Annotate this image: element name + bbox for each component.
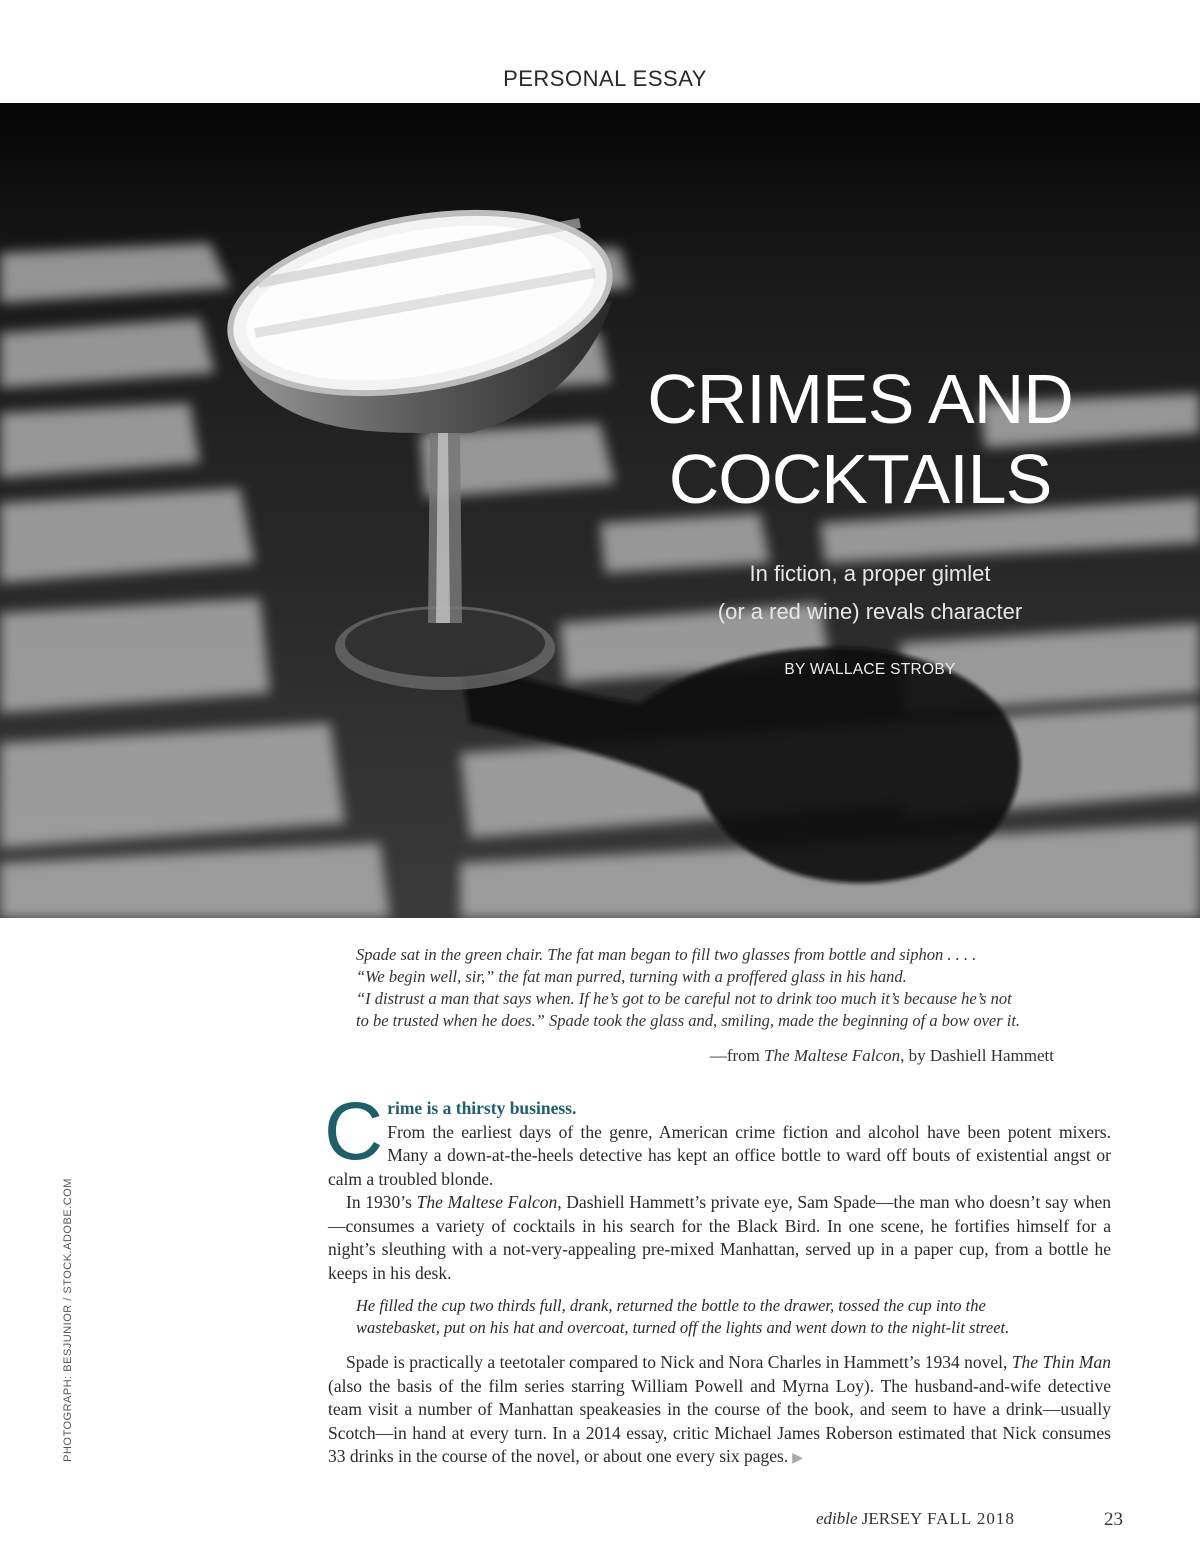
publication-rest: JERSEY — [857, 1509, 923, 1528]
page-number: 23 — [1104, 1509, 1123, 1530]
hero-photo — [0, 103, 1200, 918]
drop-cap: C — [324, 1086, 384, 1177]
issue-label: FALL 2018 — [927, 1509, 1015, 1528]
epigraph-line: Spade sat in the green chair. The fat man began to fill two glasses from bottle and siphon . . . . — [356, 945, 977, 964]
attribution-prefix: —from — [709, 1046, 765, 1065]
block-quote-line: He filled the cup two thirds full, drank, returned the bottle to the drawer, tossed the cup into the — [356, 1296, 986, 1315]
block-quote — [356, 1295, 1096, 1339]
attribution-title: The Maltese Falcon — [764, 1046, 901, 1065]
page-footer — [816, 1509, 1136, 1533]
publication-italic: edible — [816, 1509, 858, 1528]
p2-rest: , Dashiell Hammett’s private eye, Sam Spade—the man who doesn’t say when—consumes a variety of cocktails in his search for the Black Bird. In one scene, he fortifies himself for a night’s sleuthing with a not-very-appealing pre-mixed Manhattan, served up in a paper cup, from a bottle he keeps in his desk. — [328, 1192, 1112, 1283]
epigraph-line: “I distrust a man that says when. If he’s got to be careful not to drink too much it’s because he’s not — [356, 989, 1012, 1008]
dek-line-1: In fiction, a proper gimlet — [749, 561, 991, 586]
publication-name — [816, 1509, 922, 1529]
epigraph — [356, 944, 1116, 1032]
lede: rime is a thirsty business. — [387, 1098, 577, 1118]
continue-arrow-icon: ▶ — [792, 1451, 804, 1466]
attribution-suffix: , by Dashiell Hammett — [900, 1046, 1054, 1065]
byline: BY WALLACE STROBY — [784, 661, 956, 678]
p2-prefix: In 1930’s — [346, 1192, 417, 1212]
photo-credit-text: PHOTOGRAPH: BESJUNIOR / STOCK.ADOBE.COM — [62, 1178, 74, 1462]
p3-rest: (also the basis of the film series starring William Powell and Myrna Loy). The husband-and-wife detective team visit a number of Manhattan speakeasies in the course of the book, and seem to have a drink—usually Scotch—in hand at every turn. In a 2014 essay, critic Michael James Roberson estimated that Nick consumes 33 drinks in the course of the novel, or about one every six pages. — [328, 1375, 1111, 1466]
paragraph-1-text: From the earliest days of the genre, American crime fiction and alcohol have been potent mixers. Many a down-at-the-heels detective has kept an office bottle to ward off bouts of existential angst or calm a troubled blonde. — [328, 1121, 1111, 1189]
paragraph-2 — [328, 1191, 1111, 1285]
epigraph-line: “We begin well, sir,” the fat man purred, turning with a proffered glass in his hand. — [356, 967, 907, 986]
dek — [640, 555, 1100, 631]
photo-credit — [58, 1178, 78, 1462]
p3-title: The Thin Man — [1011, 1352, 1111, 1372]
headline-line-2: COCKTAILS — [668, 440, 1052, 518]
headline — [560, 359, 1160, 519]
epigraph-line: to be trusted when he does.” Spade took the glass and, smiling, made the beginning of a bow over it. — [356, 1011, 1021, 1030]
p3-prefix: Spade is practically a teetotaler compared to Nick and Nora Charles in Hammett’s 1934 novel, — [346, 1352, 1012, 1372]
block-quote-line: wastebasket, put on his hat and overcoat, turned off the lights and went down to the night-lit street. — [356, 1318, 1010, 1337]
paragraph-1 — [324, 1086, 1111, 1191]
dek-line-2: (or a red wine) revals character — [717, 599, 1023, 624]
p2-title: The Maltese Falcon — [416, 1192, 558, 1212]
headline-line-1: CRIMES AND — [647, 360, 1073, 438]
section-label: PERSONAL ESSAY — [503, 66, 707, 91]
paragraph-3 — [328, 1351, 1111, 1471]
article-body — [324, 1086, 1112, 1471]
epigraph-attribution — [560, 1046, 1054, 1066]
